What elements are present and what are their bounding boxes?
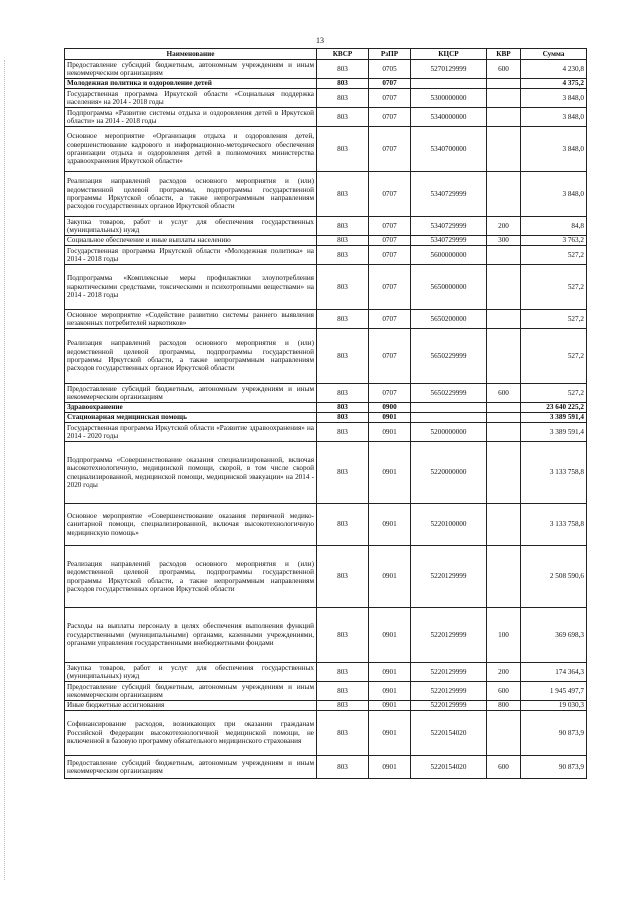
cell-kvr: 200 (487, 663, 521, 682)
cell-kvr (487, 711, 521, 756)
cell-kvr: 600 (487, 384, 521, 403)
cell-kvsr: 803 (317, 442, 369, 504)
cell-kcsr: 5220129999 (411, 663, 487, 682)
cell-kvr: 600 (487, 60, 521, 79)
table-row (65, 711, 587, 756)
table-row (65, 236, 587, 246)
table-row (65, 423, 587, 442)
cell-name: Государственная программа Иркутской области «Молодежная политика» на 2014 - 2018 годы (65, 246, 317, 265)
cell-kcsr: 5650000000 (411, 265, 487, 310)
cell-rzpr: 0901 (369, 504, 411, 546)
cell-kvsr: 803 (317, 413, 369, 423)
cell-rzpr: 0707 (369, 172, 411, 217)
cell-kcsr: 5340729999 (411, 236, 487, 246)
cell-kcsr: 5220129999 (411, 701, 487, 711)
cell-kvr (487, 108, 521, 127)
table-row (65, 546, 587, 608)
cell-sum: 369 698,3 (521, 608, 587, 663)
header-name: Наименование (65, 49, 317, 60)
cell-kvsr: 803 (317, 108, 369, 127)
cell-sum: 3 848,0 (521, 172, 587, 217)
cell-kcsr: 5220129999 (411, 682, 487, 701)
cell-rzpr: 0707 (369, 310, 411, 329)
cell-sum: 3 389 591,4 (521, 413, 587, 423)
cell-kvsr: 803 (317, 236, 369, 246)
cell-rzpr: 0707 (369, 79, 411, 89)
cell-rzpr: 0901 (369, 423, 411, 442)
cell-kvr (487, 310, 521, 329)
cell-kvr: 300 (487, 236, 521, 246)
cell-name: Предоставление субсидий бюджетным, автономным учреждениям и иным некоммерческим организациям (65, 756, 317, 779)
cell-kcsr: 5340729999 (411, 217, 487, 236)
cell-kvsr: 803 (317, 711, 369, 756)
cell-name: Иные бюджетные ассигнования (65, 701, 317, 711)
cell-rzpr: 0901 (369, 413, 411, 423)
table-row (65, 701, 587, 711)
cell-rzpr: 0707 (369, 384, 411, 403)
cell-name: Предоставление субсидий бюджетным, автономным учреждениям и иным некоммерческим организациям (65, 60, 317, 79)
cell-sum: 4 230,8 (521, 60, 587, 79)
cell-kvr (487, 442, 521, 504)
cell-name: Реализация направлений расходов основного мероприятия и (или) ведомственной целевой программы, подпрограммы государственной программы Иркутской области, а также непрограммным направлениям расходов государственных органов Иркутской области (65, 329, 317, 384)
cell-sum: 23 640 225,2 (521, 403, 587, 413)
cell-kvsr: 803 (317, 246, 369, 265)
table-row (65, 403, 587, 413)
cell-rzpr: 0707 (369, 236, 411, 246)
table-row (65, 60, 587, 79)
cell-kvsr: 803 (317, 329, 369, 384)
cell-kvr: 600 (487, 682, 521, 701)
cell-sum: 84,8 (521, 217, 587, 236)
cell-kcsr: 5600000000 (411, 246, 487, 265)
cell-name: Реализация направлений расходов основного мероприятия и (или) ведомственной целевой программы, подпрограммы государственной программы Иркутской области, а также непрограммным направлениям расходов государственных органов Иркутской области (65, 172, 317, 217)
cell-name: Реализация направлений расходов основного мероприятия и (или) ведомственной целевой программы, подпрограммы государственной программы Иркутской области, а также непрограммным направлениям расходов государственных органов Иркутской области (65, 546, 317, 608)
cell-name: Государственная программа Иркутской области «Развитие здравоохранения» на 2014 - 2020 годы (65, 423, 317, 442)
cell-name: Социальное обеспечение и иные выплаты населению (65, 236, 317, 246)
table-row (65, 504, 587, 546)
cell-kvr: 100 (487, 608, 521, 663)
cell-rzpr: 0707 (369, 217, 411, 236)
cell-kvsr: 803 (317, 504, 369, 546)
header-kvsr: КВСР (317, 49, 369, 60)
cell-kvr (487, 79, 521, 89)
table-row (65, 682, 587, 701)
cell-kvr (487, 546, 521, 608)
header-kvr: КВР (487, 49, 521, 60)
cell-rzpr: 0901 (369, 756, 411, 779)
table-body (65, 60, 587, 779)
cell-rzpr: 0901 (369, 608, 411, 663)
table-row (65, 79, 587, 89)
cell-name: Предоставление субсидий бюджетным, автономным учреждениям и иным некоммерческим организациям (65, 384, 317, 403)
cell-rzpr: 0901 (369, 663, 411, 682)
cell-kcsr (411, 79, 487, 89)
cell-rzpr: 0901 (369, 442, 411, 504)
cell-kvr (487, 172, 521, 217)
cell-kcsr: 5220154020 (411, 756, 487, 779)
cell-kvsr: 803 (317, 60, 369, 79)
cell-kvsr: 803 (317, 756, 369, 779)
cell-name: Закупка товаров, работ и услуг для обеспечения государственных (муниципальных) нужд (65, 663, 317, 682)
table-row (65, 172, 587, 217)
table-row (65, 310, 587, 329)
table-header-row (65, 49, 587, 60)
cell-sum: 90 873,9 (521, 756, 587, 779)
table-row (65, 329, 587, 384)
table-row (65, 384, 587, 403)
cell-name: Основное мероприятие «Организация отдыха и оздоровления детей, совершенствование кадрового и информационно-методического обеспечения организации отдыха и оздоровления детей в полномочиях министерства здравоохранения Иркутской области» (65, 127, 317, 172)
cell-sum: 3 389 591,4 (521, 423, 587, 442)
cell-kcsr (411, 403, 487, 413)
cell-kvr (487, 329, 521, 384)
cell-kvr (487, 127, 521, 172)
cell-rzpr: 0901 (369, 701, 411, 711)
cell-rzpr: 0707 (369, 127, 411, 172)
table-row (65, 756, 587, 779)
cell-kvr: 200 (487, 217, 521, 236)
cell-rzpr: 0900 (369, 403, 411, 413)
cell-kcsr: 5270129999 (411, 60, 487, 79)
cell-rzpr: 0707 (369, 265, 411, 310)
cell-sum: 4 375,2 (521, 79, 587, 89)
cell-kvr (487, 413, 521, 423)
table-row (65, 413, 587, 423)
binding-margin (4, 60, 6, 880)
cell-kvr (487, 246, 521, 265)
cell-rzpr: 0901 (369, 682, 411, 701)
cell-sum: 3 848,0 (521, 89, 587, 108)
cell-kvr (487, 504, 521, 546)
cell-kcsr: 5220154020 (411, 711, 487, 756)
header-rzpr: РзПР (369, 49, 411, 60)
header-sum: Сумма (521, 49, 587, 60)
cell-kvsr: 803 (317, 608, 369, 663)
cell-kvr: 600 (487, 756, 521, 779)
cell-kcsr: 5220129999 (411, 546, 487, 608)
cell-kvr (487, 423, 521, 442)
table-row (65, 265, 587, 310)
cell-rzpr: 0707 (369, 108, 411, 127)
cell-name: Молодежная политика и оздоровление детей (65, 79, 317, 89)
cell-kvsr: 803 (317, 403, 369, 413)
cell-sum: 90 873,9 (521, 711, 587, 756)
cell-name: Закупка товаров, работ и услуг для обеспечения государственных (муниципальных) нужд (65, 217, 317, 236)
cell-name: Здравоохранение (65, 403, 317, 413)
cell-sum: 527,2 (521, 265, 587, 310)
cell-kcsr: 5200000000 (411, 423, 487, 442)
cell-kvr (487, 89, 521, 108)
cell-kvsr: 803 (317, 546, 369, 608)
cell-sum: 527,2 (521, 246, 587, 265)
table-row (65, 608, 587, 663)
cell-sum: 527,2 (521, 329, 587, 384)
cell-rzpr: 0707 (369, 89, 411, 108)
cell-kcsr: 5220129999 (411, 608, 487, 663)
cell-rzpr: 0707 (369, 246, 411, 265)
table-row (65, 663, 587, 682)
budget-table (64, 48, 587, 779)
cell-kvsr: 803 (317, 265, 369, 310)
cell-kvsr: 803 (317, 384, 369, 403)
cell-kcsr: 5220000000 (411, 442, 487, 504)
cell-kvr (487, 265, 521, 310)
cell-kvsr: 803 (317, 663, 369, 682)
cell-rzpr: 0901 (369, 546, 411, 608)
cell-kvsr: 803 (317, 217, 369, 236)
cell-kvsr: 803 (317, 89, 369, 108)
cell-sum: 1 945 497,7 (521, 682, 587, 701)
cell-sum: 527,2 (521, 310, 587, 329)
cell-name: Подпрограмма «Совершенствование оказания специализированной, включая высокотехнологичную, медицинской помощи, скорой, в том числе скорой специализированной, медицинской помощи, медицинской эвакуации» на 2014 - 2020 годы (65, 442, 317, 504)
cell-kcsr: 5650229999 (411, 329, 487, 384)
cell-name: Основное мероприятие «Содействие развитию системы раннего выявления незаконных потребителей наркотиков» (65, 310, 317, 329)
cell-sum: 3 763,2 (521, 236, 587, 246)
cell-sum: 2 508 590,6 (521, 546, 587, 608)
cell-sum: 3 133 758,8 (521, 504, 587, 546)
cell-kvsr: 803 (317, 701, 369, 711)
cell-kvsr: 803 (317, 423, 369, 442)
cell-kvsr: 803 (317, 682, 369, 701)
cell-kvr: 800 (487, 701, 521, 711)
table-row (65, 108, 587, 127)
cell-rzpr: 0707 (369, 329, 411, 384)
cell-rzpr: 0901 (369, 711, 411, 756)
table-row (65, 127, 587, 172)
cell-kvsr: 803 (317, 172, 369, 217)
cell-name: Расходы на выплаты персоналу в целях обеспечения выполнения функций государственными (муниципальными) органами, казенными учреждениями, органами управления государственными внебюджетными фондами (65, 608, 317, 663)
cell-kcsr: 5220100000 (411, 504, 487, 546)
cell-name: Подпрограмма «Развитие системы отдыха и оздоровления детей в Иркутской области» на 2014 - 2018 годы (65, 108, 317, 127)
cell-name: Софинансирование расходов, возникающих при оказании гражданам Российской Федерации высокотехнологичной медицинской помощи, не включенной в базовую программу обязательного медицинского страхования (65, 711, 317, 756)
cell-kcsr: 5340729999 (411, 172, 487, 217)
cell-sum: 174 364,3 (521, 663, 587, 682)
cell-kcsr (411, 413, 487, 423)
cell-kvsr: 803 (317, 79, 369, 89)
cell-kvsr: 803 (317, 310, 369, 329)
table-row (65, 246, 587, 265)
cell-name: Основное мероприятие «Совершенствование оказания первичной медико-санитарной помощи, специализированной, включая высокотехнологичную медицинскую помощь» (65, 504, 317, 546)
cell-kcsr: 5340700000 (411, 127, 487, 172)
table-row (65, 442, 587, 504)
cell-kvsr: 803 (317, 127, 369, 172)
cell-kcsr: 5650229999 (411, 384, 487, 403)
cell-sum: 3 848,0 (521, 127, 587, 172)
cell-name: Государственная программа Иркутской области «Социальная поддержка населения» на 2014 - 2018 годы (65, 89, 317, 108)
cell-sum: 527,2 (521, 384, 587, 403)
cell-rzpr: 0705 (369, 60, 411, 79)
cell-sum: 19 030,3 (521, 701, 587, 711)
cell-name: Предоставление субсидий бюджетным, автономным учреждениям и иным некоммерческим организациям (65, 682, 317, 701)
cell-sum: 3 133 758,8 (521, 442, 587, 504)
cell-name: Подпрограмма «Комплексные меры профилактики злоупотребления наркотическими средствами, токсическими и психотропными веществами» на 2014 - 2018 годы (65, 265, 317, 310)
header-kcsr: КЦСР (411, 49, 487, 60)
cell-name: Стационарная медицинская помощь (65, 413, 317, 423)
cell-kcsr: 5340000000 (411, 108, 487, 127)
cell-sum: 3 848,0 (521, 108, 587, 127)
cell-kvr (487, 403, 521, 413)
page-number: 13 (316, 36, 324, 45)
table-row (65, 89, 587, 108)
table-row (65, 217, 587, 236)
cell-kcsr: 5650200000 (411, 310, 487, 329)
cell-kcsr: 5300000000 (411, 89, 487, 108)
